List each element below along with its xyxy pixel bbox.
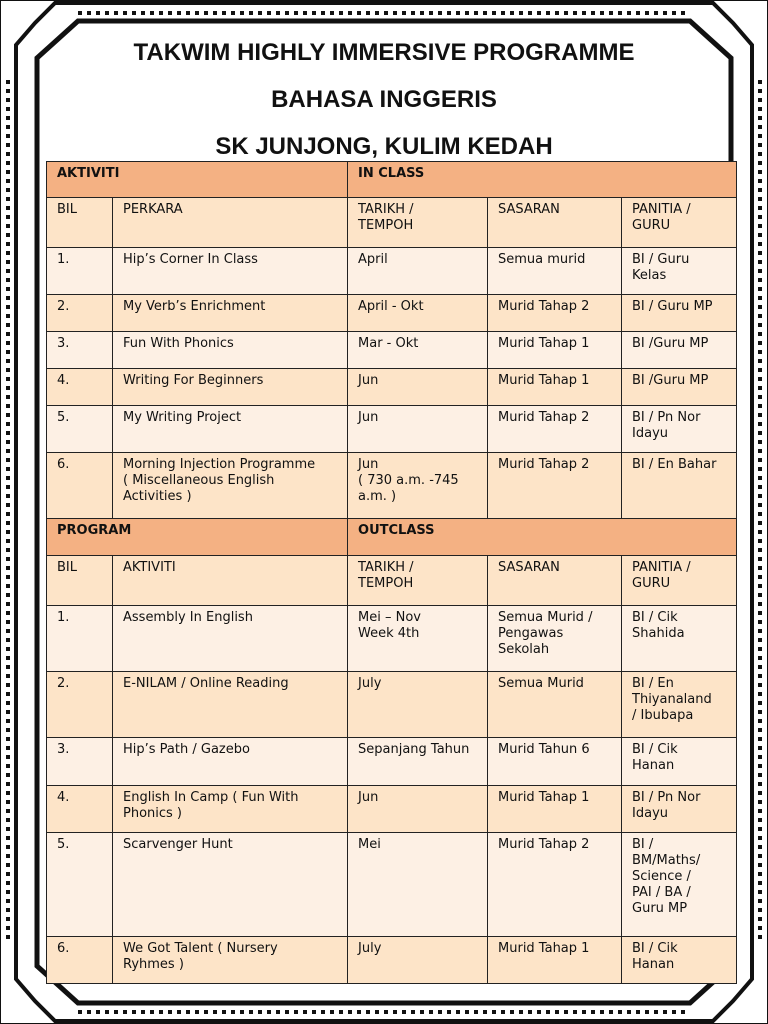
table-cell: 3. (47, 738, 113, 786)
table-cell: English In Camp ( Fun With Phonics ) (113, 786, 348, 833)
table-cell: Fun With Phonics (113, 332, 348, 369)
table-cell: Jun ( 730 a.m. -745 a.m. ) (348, 453, 488, 519)
table-row (47, 295, 737, 332)
section-label: AKTIVITI (47, 162, 348, 198)
table-cell: Assembly In English (113, 606, 348, 672)
table-cell: 4. (47, 786, 113, 833)
table-cell: BI / Cik Shahida (622, 606, 737, 672)
table-cell: 6. (47, 937, 113, 984)
table-cell: Jun (348, 786, 488, 833)
table-cell: Murid Tahun 6 (488, 738, 622, 786)
table-cell: April - Okt (348, 295, 488, 332)
table-row (47, 833, 737, 937)
table-cell: Semua murid (488, 248, 622, 295)
column-header: SASARAN (488, 556, 622, 606)
column-header: PANITIA / GURU (622, 198, 737, 248)
table-cell: BI / Pn Nor Idayu (622, 786, 737, 833)
section-label: PROGRAM (47, 519, 348, 556)
table-cell: Jun (348, 406, 488, 453)
table-row (47, 606, 737, 672)
table-cell: Murid Tahap 2 (488, 833, 622, 937)
table-cell: BI / Cik Hanan (622, 937, 737, 984)
column-header: AKTIVITI (113, 556, 348, 606)
subject-title: BAHASA INGGERIS (271, 86, 497, 113)
page-title: TAKWIM HIGHLY IMMERSIVE PROGRAMME (133, 39, 635, 66)
column-header-row (47, 556, 737, 606)
column-header: PERKARA (113, 198, 348, 248)
table-cell: July (348, 672, 488, 738)
section-header-row (47, 519, 737, 556)
table-row (47, 786, 737, 833)
table-cell: BI / En Thiyanaland / Ibubapa (622, 672, 737, 738)
section-category: OUTCLASS (348, 519, 737, 556)
column-header: PANITIA / GURU (622, 556, 737, 606)
table-cell: BI / Guru MP (622, 295, 737, 332)
table-cell: BI / BM/Maths/ Science / PAI / BA / Guru MP (622, 833, 737, 937)
table-cell: BI / Guru Kelas (622, 248, 737, 295)
table-cell: Murid Tahap 2 (488, 453, 622, 519)
section-category: IN CLASS (348, 162, 737, 198)
table-cell: July (348, 937, 488, 984)
table-row (47, 672, 737, 738)
table-cell: Murid Tahap 2 (488, 295, 622, 332)
column-header: BIL (47, 198, 113, 248)
table-cell: April (348, 248, 488, 295)
table-cell: 1. (47, 248, 113, 295)
table-cell: Scarvenger Hunt (113, 833, 348, 937)
table-cell: Mei (348, 833, 488, 937)
table-cell: BI / En Bahar (622, 453, 737, 519)
table-cell: Hip’s Path / Gazebo (113, 738, 348, 786)
table-cell: We Got Talent ( Nursery Ryhmes ) (113, 937, 348, 984)
table-cell: Mar - Okt (348, 332, 488, 369)
table-cell: Murid Tahap 2 (488, 406, 622, 453)
table-cell: Semua Murid / Pengawas Sekolah (488, 606, 622, 672)
table-row (47, 453, 737, 519)
programme-table (46, 161, 737, 984)
table-cell: Morning Injection Programme ( Miscellaneous English Activities ) (113, 453, 348, 519)
table-cell: 3. (47, 332, 113, 369)
column-header: TARIKH / TEMPOH (348, 198, 488, 248)
table-row (47, 738, 737, 786)
table-row (47, 332, 737, 369)
table-cell: Murid Tahap 1 (488, 937, 622, 984)
table-cell: E-NILAM / Online Reading (113, 672, 348, 738)
table-cell: 5. (47, 833, 113, 937)
table-cell: 5. (47, 406, 113, 453)
table-cell: Jun (348, 369, 488, 406)
table-cell: BI / Cik Hanan (622, 738, 737, 786)
column-header-row (47, 198, 737, 248)
table-cell: BI /Guru MP (622, 332, 737, 369)
table-cell: Murid Tahap 1 (488, 786, 622, 833)
table-cell: 6. (47, 453, 113, 519)
programme-table-body (47, 162, 737, 984)
table-cell: Murid Tahap 1 (488, 332, 622, 369)
table-cell: Mei – Nov Week 4th (348, 606, 488, 672)
table-cell: Hip’s Corner In Class (113, 248, 348, 295)
table-cell: BI /Guru MP (622, 369, 737, 406)
table-row (47, 248, 737, 295)
table-cell: My Writing Project (113, 406, 348, 453)
table-cell: Sepanjang Tahun (348, 738, 488, 786)
column-header: SASARAN (488, 198, 622, 248)
section-header-row (47, 162, 737, 198)
table-cell: 2. (47, 295, 113, 332)
table-cell: 1. (47, 606, 113, 672)
table-cell: 4. (47, 369, 113, 406)
column-header: TARIKH / TEMPOH (348, 556, 488, 606)
table-row (47, 369, 737, 406)
table-cell: 2. (47, 672, 113, 738)
table-row (47, 937, 737, 984)
table-cell: Writing For Beginners (113, 369, 348, 406)
column-header: BIL (47, 556, 113, 606)
table-cell: BI / Pn Nor Idayu (622, 406, 737, 453)
table-cell: My Verb’s Enrichment (113, 295, 348, 332)
table-cell: Murid Tahap 1 (488, 369, 622, 406)
table-cell: Semua Murid (488, 672, 622, 738)
school-title: SK JUNJONG, KULIM KEDAH (215, 133, 553, 160)
table-row (47, 406, 737, 453)
